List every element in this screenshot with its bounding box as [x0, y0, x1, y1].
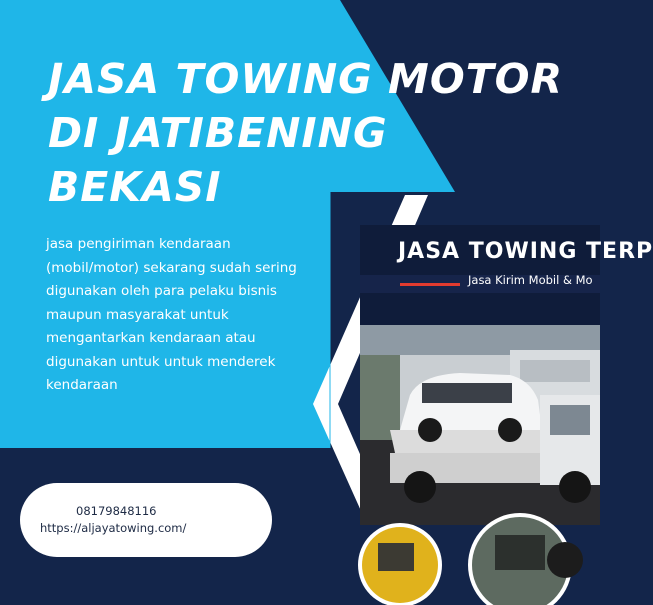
- title-line: JASA TOWING MOTOR: [48, 55, 564, 103]
- description-line: maupun masyarakat untuk: [46, 306, 229, 323]
- banner-accent-line: [400, 283, 460, 286]
- description-line: (mobil/motor) sekarang sudah sering: [46, 259, 297, 276]
- description-line: jasa pengiriman kendaraan: [46, 236, 231, 252]
- contact-card: [20, 483, 272, 557]
- title-line: BEKASI: [48, 163, 222, 211]
- website-link[interactable]: https://aljayatowing.com/: [40, 521, 187, 535]
- banner-title: JASA TOWING TERP: [398, 239, 653, 264]
- title-line: DI JATIBENING: [48, 109, 388, 157]
- truck-bed: [390, 430, 545, 453]
- description: [46, 233, 296, 398]
- phone-number[interactable]: 08179848116: [76, 504, 157, 518]
- description-line: kendaraan: [46, 377, 118, 393]
- page-title: [48, 52, 588, 214]
- description-line: digunakan oleh para pelaku bisnis: [46, 283, 277, 299]
- description-line: digunakan untuk untuk menderek: [46, 353, 276, 370]
- towing-photo: [360, 225, 653, 600]
- description-line: mengantarkan kendaraan atau: [46, 330, 256, 346]
- banner-subtitle: Jasa Kirim Mobil & Mo: [468, 273, 593, 287]
